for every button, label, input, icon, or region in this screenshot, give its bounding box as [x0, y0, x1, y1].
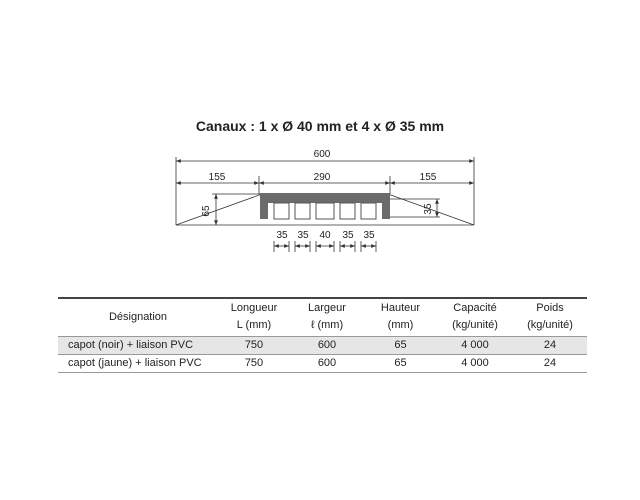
cell-capacite: 4 000	[461, 357, 489, 369]
header-largeur: Largeur ℓ (mm)	[308, 302, 346, 332]
header-designation: Désignation	[108, 310, 168, 323]
diagram-title: Canaux : 1 x Ø 40 mm et 4 x Ø 35 mm	[195, 118, 445, 134]
header-poids: Poids (kg/unité)	[527, 302, 573, 332]
cell-designation: capot (jaune) + liaison PVC	[68, 357, 202, 369]
dim-channel-3: 40	[319, 230, 331, 241]
cell-poids: 24	[543, 357, 557, 369]
dim-channel-2: 35	[297, 230, 309, 241]
dim-channel-4: 35	[342, 230, 354, 241]
table-row	[58, 354, 587, 372]
table-row	[58, 336, 587, 354]
table-header-row	[58, 298, 587, 336]
spec-table	[58, 297, 587, 373]
cell-poids: 24	[543, 339, 557, 351]
dim-left-ramp: 155	[208, 172, 226, 183]
cell-largeur: 600	[317, 357, 337, 369]
cell-hauteur: 65	[394, 357, 407, 369]
header-hauteur: Hauteur (mm)	[380, 302, 421, 332]
header-capacite: Capacité (kg/unité)	[452, 302, 498, 332]
cell-capacite: 4 000	[461, 339, 489, 351]
cell-longueur: 750	[244, 357, 264, 369]
dim-channel-5: 35	[363, 230, 375, 241]
dim-center: 290	[313, 172, 331, 183]
cell-designation: capot (noir) + liaison PVC	[68, 339, 194, 351]
dim-channel-height: 35	[423, 203, 434, 215]
cell-largeur: 600	[317, 339, 337, 351]
cell-hauteur: 65	[394, 339, 407, 351]
dim-channel-1: 35	[276, 230, 288, 241]
dim-total-width: 600	[313, 149, 331, 160]
dim-right-ramp: 155	[419, 172, 437, 183]
header-longueur: Longueur L (mm)	[230, 302, 278, 332]
cell-longueur: 750	[244, 339, 264, 351]
dim-height: 65	[201, 205, 212, 217]
